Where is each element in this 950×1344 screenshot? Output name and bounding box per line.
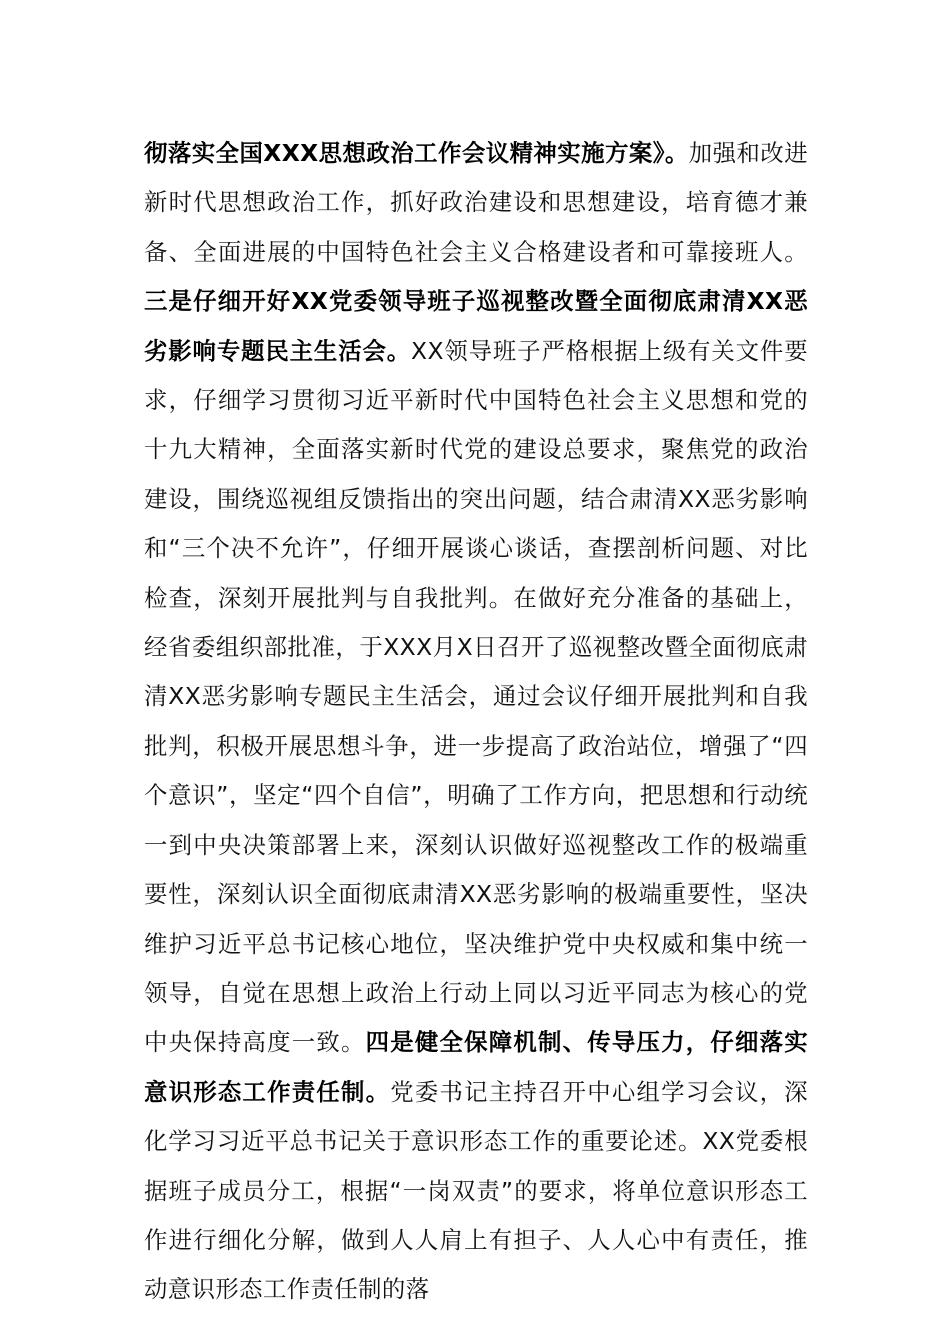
text-segment-ideology-responsibility: 党委书记主持召开中心组学习会议，深化学习习近平总书记关于意识形态工作的重要论述。XX党委根据班子成员分工，根据“一岗双责”的要求，将单位意识形态工作进行细化分解，做到人人肩上有担子、人人心中有责任，推动意识形态工作责任制的落 bbox=[144, 1077, 808, 1304]
bold-phrase-point-three: 三是仔细开好XX党委领导班子巡视整改暨全面彻底肃清XX恶劣影响专题民主生活会。 bbox=[144, 287, 808, 365]
bold-phrase-implementation-plan: 彻落实全国XXX思想政治工作会议精神实施方案》。 bbox=[144, 139, 689, 167]
bold-phrase-point-four: 四是健全保障机制、传导压力，仔细落实意识形态工作责任制。 bbox=[144, 1028, 808, 1106]
body-paragraph bbox=[144, 129, 808, 1315]
text-segment-democratic-life-meeting: XX领导班子严格根据上级有关文件要求，仔细学习贯彻习近平新时代中国特色社会主义思想和党的十九大精神，全面落实新时代党的建设总要求，聚焦党的政治建设，围绕巡视组反馈指出的突出问题，结合肃清XX恶劣影响和“三个决不允许”，仔细开展谈心谈话，查摆剖析问题、对比检查，深刻开展批判与自我批判。在做好充分准备的基础上，经省委组织部批准，于XXX月X日召开了巡视整改暨全面彻底肃清XX恶劣影响专题民主生活会，通过会议仔细开展批判和自我批判，积极开展思想斗争，进一步提高了政治站位，增强了“四个意识”，坚定“四个自信”，明确了工作方向，把思想和行动统一到中央决策部署上来，深刻认识做好巡视整改工作的极端重要性，深刻认识全面彻底肃清XX恶劣影响的极端重要性，坚决维护习近平总书记核心地位，坚决维护党中央权威和集中统一领导，自觉在思想上政治上行动上同以习近平同志为核心的党中央保持高度一致。 bbox=[144, 336, 808, 1057]
text-segment-strengthen-work: 加强和改进新时代思想政治工作，抓好政治建设和思想建设，培育德才兼备、全面进展的中国特色社会主义合格建设者和可靠接班人。 bbox=[144, 139, 808, 266]
